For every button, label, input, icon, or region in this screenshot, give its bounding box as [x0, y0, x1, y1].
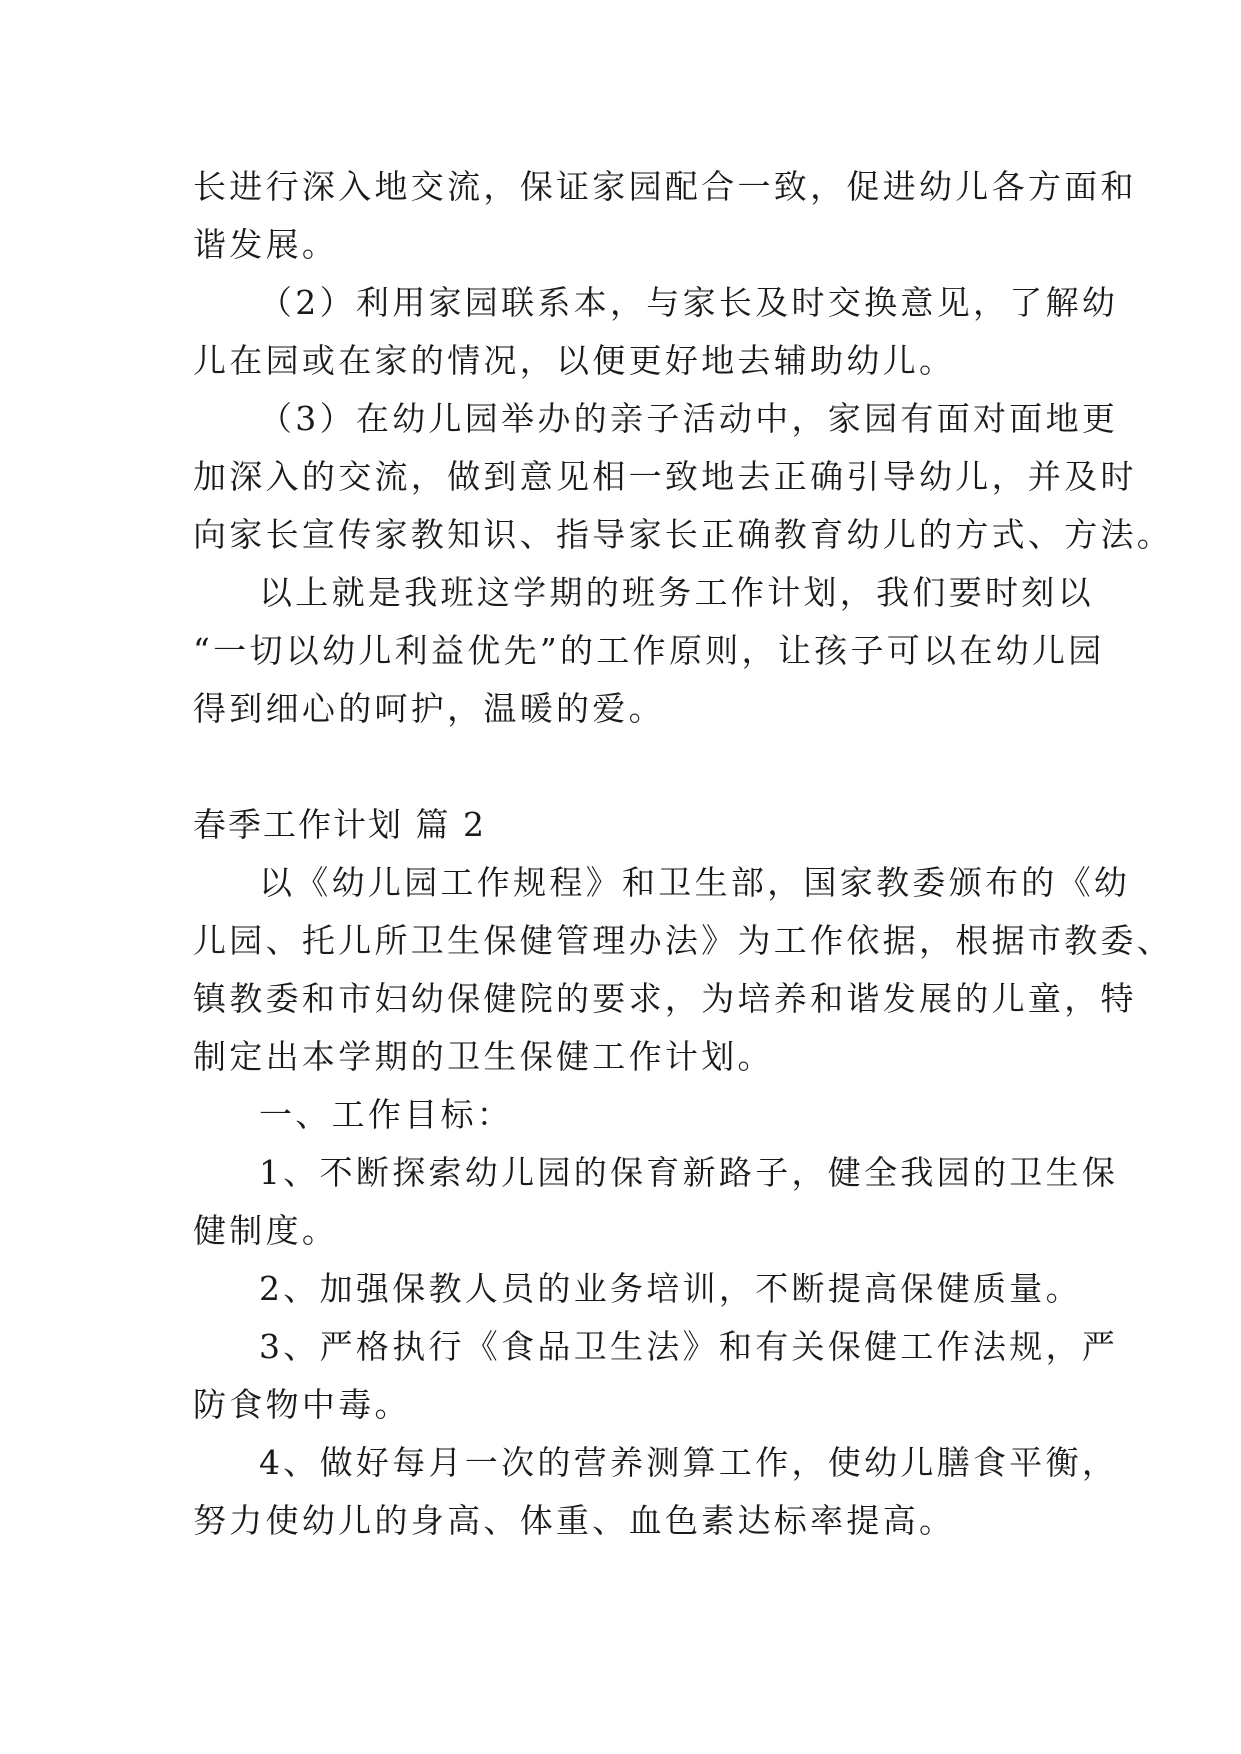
- paragraph-line: 防食物中毒。: [193, 1385, 411, 1424]
- paragraph-line: 儿在园或在家的情况，以便更好地去辅助幼儿。: [193, 341, 956, 380]
- section-title: 春季工作计划 篇 2: [193, 805, 486, 844]
- paragraph-line: 长进行深入地交流，保证家园配合一致，促进幼儿各方面和: [193, 167, 1137, 206]
- paragraph-line: （3）在幼儿园举办的亲子活动中，家园有面对面地更: [259, 399, 1119, 438]
- paragraph-line: 得到细心的呵护，温暖的爱。: [193, 689, 665, 728]
- paragraph-line: 1、不断探索幼儿园的保育新路子，健全我园的卫生保: [259, 1153, 1119, 1192]
- paragraph-line: 努力使幼儿的身高、体重、血色素达标率提高。: [193, 1501, 956, 1540]
- paragraph-line: 2、加强保教人员的业务培训，不断提高保健质量。: [259, 1269, 1082, 1308]
- paragraph-line: 向家长宣传家教知识、指导家长正确教育幼儿的方式、方法。: [193, 515, 1174, 554]
- paragraph-line: 儿园、托儿所卫生保健管理办法》为工作依据，根据市教委、: [193, 921, 1174, 960]
- paragraph-line: 一、工作目标：: [259, 1095, 514, 1134]
- paragraph-line: “一切以幼儿利益优先”的工作原则，让孩子可以在幼儿园: [193, 631, 1105, 670]
- paragraph-line: 加深入的交流，做到意见相一致地去正确引导幼儿，并及时: [193, 457, 1137, 496]
- paragraph-line: 以《幼儿园工作规程》和卫生部，国家教委颁布的《幼: [259, 863, 1131, 902]
- paragraph-line: 3、严格执行《食品卫生法》和有关保健工作法规，严: [259, 1327, 1119, 1366]
- document-body: [193, 158, 1174, 1550]
- paragraph-line: 以上就是我班这学期的班务工作计划，我们要时刻以: [259, 573, 1094, 612]
- paragraph-line: 健制度。: [193, 1211, 339, 1250]
- paragraph-line: 谐发展。: [193, 225, 339, 264]
- section-gap: [193, 738, 1063, 796]
- paragraph-line: （2）利用家园联系本，与家长及时交换意见，了解幼: [259, 283, 1119, 322]
- paragraph-line: 镇教委和市妇幼保健院的要求，为培养和谐发展的儿童，特: [193, 979, 1137, 1018]
- paragraph-line: 4、做好每月一次的营养测算工作，使幼儿膳食平衡，: [259, 1443, 1119, 1482]
- paragraph-line: 制定出本学期的卫生保健工作计划。: [193, 1037, 774, 1076]
